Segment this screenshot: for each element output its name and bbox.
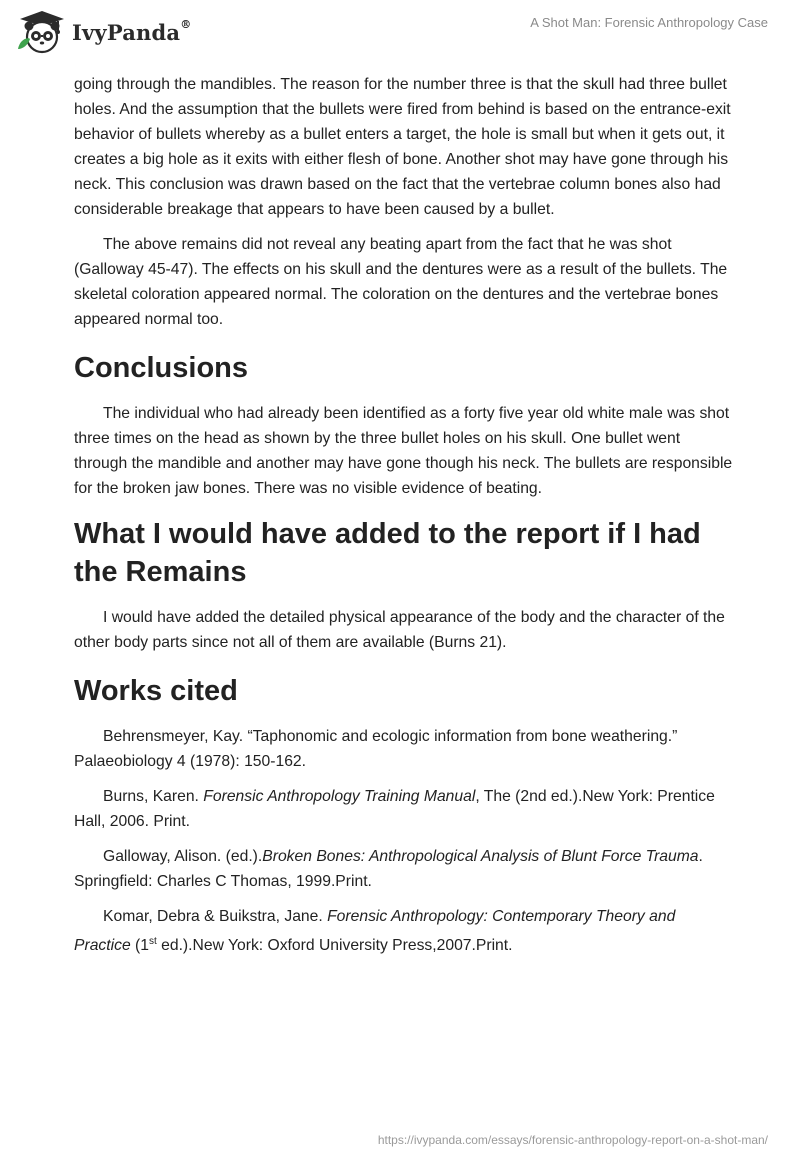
source-url-link[interactable]: https://ivypanda.com/essays/forensic-anthropology-report-on-a-shot-man/ xyxy=(377,1133,768,1147)
document-title: A Shot Man: Forensic Anthropology Case xyxy=(530,15,768,30)
reference-item: Behrensmeyer, Kay. “Taphonomic and ecologic information from bone weathering.” Palaeobiology 4 (1978): 150-162. xyxy=(74,728,678,770)
panda-graduate-icon xyxy=(14,9,66,55)
reference-item: Komar, Debra & Buikstra, Jane. Forensic Anthropology: Contemporary Theory and Practice (1st ed.).New York: Oxford University Press,2007.Print. xyxy=(74,908,676,955)
heading-works-cited: Works cited xyxy=(74,675,238,707)
essay-body xyxy=(74,72,734,968)
heading-conclusions: Conclusions xyxy=(74,352,249,384)
paragraph-2: The above remains did not reveal any beating apart from the fact that he was shot (Galloway 45-47). The effects on his skull and the dentures were as a result of the bullets. The skeletal coloration appeared normal. The coloration on the dentures and the vertebrae bones appeared normal too. xyxy=(74,236,728,328)
reference-item: Burns, Karen. Forensic Anthropology Training Manual, The (2nd ed.).New York: Prentice Hall, 2006. Print. xyxy=(74,788,715,830)
paragraph-3: The individual who had already been identified as a forty five year old white male was shot three times on the head as shown by the three bullet holes on his skull. One bullet went through the mandible and another may have gone though his neck. The bullets are responsible for the broken jaw bones. There was no visible evidence of beating. xyxy=(74,405,733,497)
page-header xyxy=(0,0,800,66)
paragraph-4: I would have added the detailed physical appearance of the body and the character of the other body parts since not all of them are available (Burns 21). xyxy=(74,609,725,651)
heading-what-i-would-have-added: What I would have added to the report if I had the Remains xyxy=(74,518,701,588)
ivypanda-logo[interactable] xyxy=(14,8,214,56)
brand-name: IvyPanda® xyxy=(72,17,192,45)
paragraph-1: going through the mandibles. The reason for the number three is that the skull had three bullet holes. And the assumption that the bullets were fired from behind is based on the entrance-exit behavior of bullets whereby as a bullet enters a target, the hole is small but when it gets out, it creates a big hole as it exits with either flesh of bone. Another shot may have gone through his neck. This conclusion was drawn based on the fact that the vertebrae column bones also had considerable breakage that appears to have been caused by a bullet. xyxy=(74,76,731,218)
reference-item: Galloway, Alison. (ed.).Broken Bones: Anthropological Analysis of Blunt Force Trauma. Springfield: Charles C Thomas, 1999.Print. xyxy=(74,848,703,890)
